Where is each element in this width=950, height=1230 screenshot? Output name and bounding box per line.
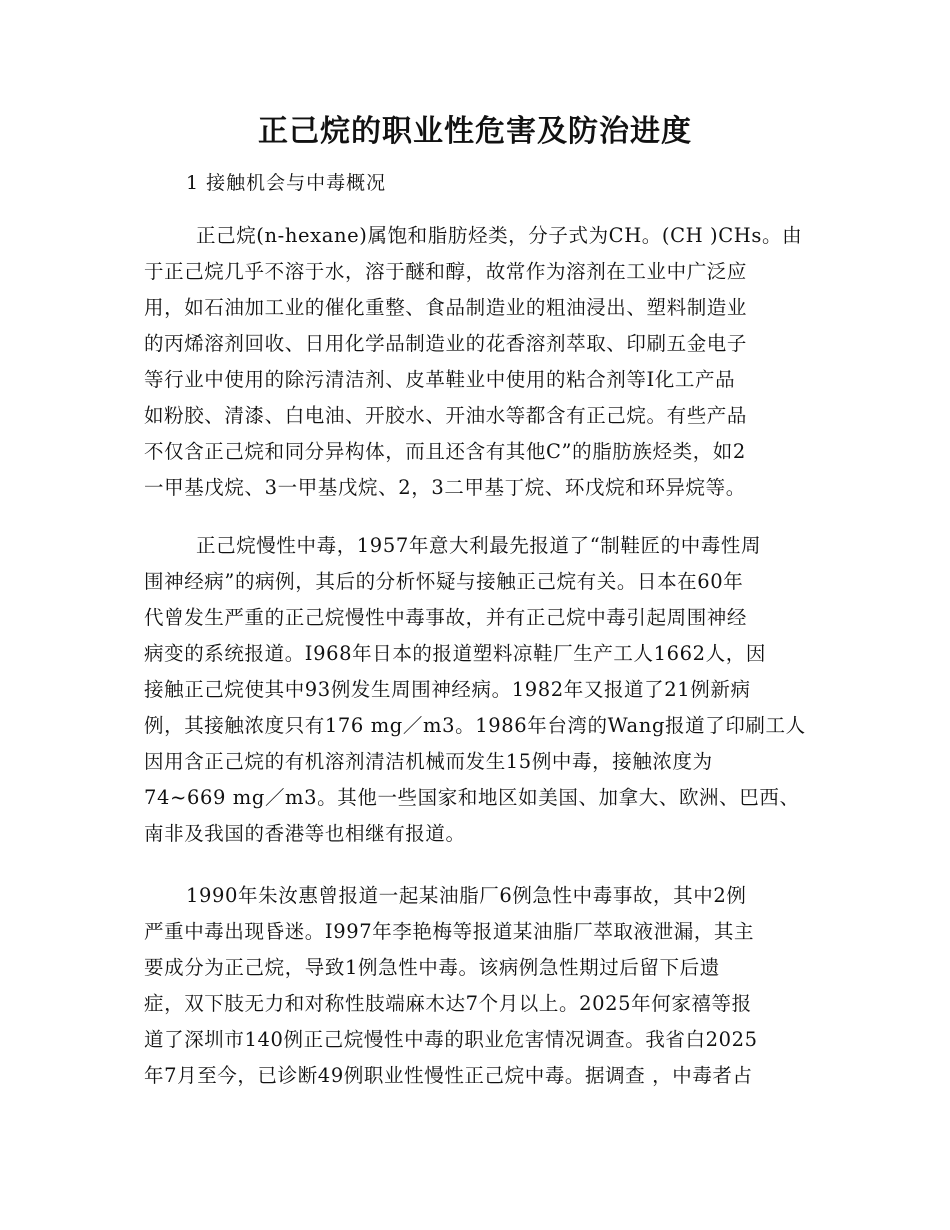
paragraph-line: 道了深圳市140例正己烷慢性中毒的职业危害情况调查。我省白2025 bbox=[144, 1028, 758, 1051]
paragraph-line: 正己烷(n-hexane)属饱和脂肪烃类，分子式为CH。(CH )CHs。由 bbox=[196, 224, 803, 247]
paragraph-line: 症，双下肢无力和对称性肢端麻木达7个月以上。2025年何家禧等报 bbox=[144, 992, 752, 1015]
paragraph-line: 不仅含正己烷和同分异构体，而且还含有其他C”的脂肪族烃类，如2 bbox=[144, 440, 746, 463]
paragraph-line: 要成分为正己烷，导致1例急性中毒。该病例急性期过后留下后遗 bbox=[144, 956, 720, 979]
document-title: 正己烷的职业性危害及防治进度 bbox=[258, 114, 692, 149]
paragraph-line: 接触正己烷使其中93例发生周围神经病。1982年又报道了21例新病 bbox=[144, 678, 751, 701]
paragraph-line: 代曾发生严重的正己烷慢性中毒事故，并有正己烷中毒引起周围神经 bbox=[144, 606, 748, 629]
paragraph-line: 1990年朱汝惠曾报道一起某油脂厂6例急性中毒事故，其中2例 bbox=[186, 884, 747, 907]
paragraph-line: 年7月至今，已诊断49例职业性慢性正己烷中毒。据调查 ，中毒者占 bbox=[144, 1064, 753, 1087]
paragraph-line: 正己烷慢性中毒，1957年意大利最先报道了“制鞋匠的中毒性周 bbox=[196, 534, 762, 557]
paragraph-line: 因用含正己烷的有机溶剂清洁机械而发生15例中毒，接触浓度为 bbox=[144, 750, 713, 773]
section-heading: 1 接触机会与中毒概况 bbox=[186, 172, 387, 194]
paragraph-line: 一甲基戊烷、3一甲基戊烷、2，3二甲基丁烷、环戊烷和环异烷等。 bbox=[144, 476, 746, 499]
paragraph-1 bbox=[144, 218, 824, 506]
paragraph-line: 如粉胶、清漆、白电油、开胶水、开油水等都含有正己烷。有些产品 bbox=[144, 404, 748, 427]
paragraph-line: 于正己烷几乎不溶于水，溶于醚和醇，故常作为溶剂在工业中广泛应 bbox=[144, 260, 748, 283]
paragraph-line: 的丙烯溶剂回收、日用化学品制造业的花香溶剂萃取、印刷五金电子 bbox=[144, 332, 748, 355]
paragraph-3 bbox=[144, 878, 824, 1094]
paragraph-line: 例，其接触浓度只有176 mg／m3。1986年台湾的Wang报道了印刷工人 bbox=[144, 714, 806, 737]
paragraph-line: 74~669 mg／m3。其他一些国家和地区如美国、加拿大、欧洲、巴西、 bbox=[144, 786, 800, 809]
paragraph-2 bbox=[144, 528, 824, 852]
paragraph-line: 病变的系统报道。I968年日本的报道塑料凉鞋厂生产工人1662人，因 bbox=[144, 642, 766, 665]
paragraph-line: 南非及我国的香港等也相继有报道。 bbox=[144, 822, 466, 845]
paragraph-line: 严重中毒出现昏迷。I997年李艳梅等报道某油脂厂萃取液泄漏，其主 bbox=[144, 920, 755, 943]
paragraph-line: 围神经病”的病例，其后的分析怀疑与接触正己烷有关。日本在60年 bbox=[144, 570, 744, 593]
paragraph-line: 用，如石油加工业的催化重整、食品制造业的粗油浸出、塑料制造业 bbox=[144, 296, 748, 319]
paragraph-line: 等行业中使用的除污清洁剂、皮革鞋业中使用的粘合剂等Ⅰ化工产品 bbox=[144, 368, 736, 391]
